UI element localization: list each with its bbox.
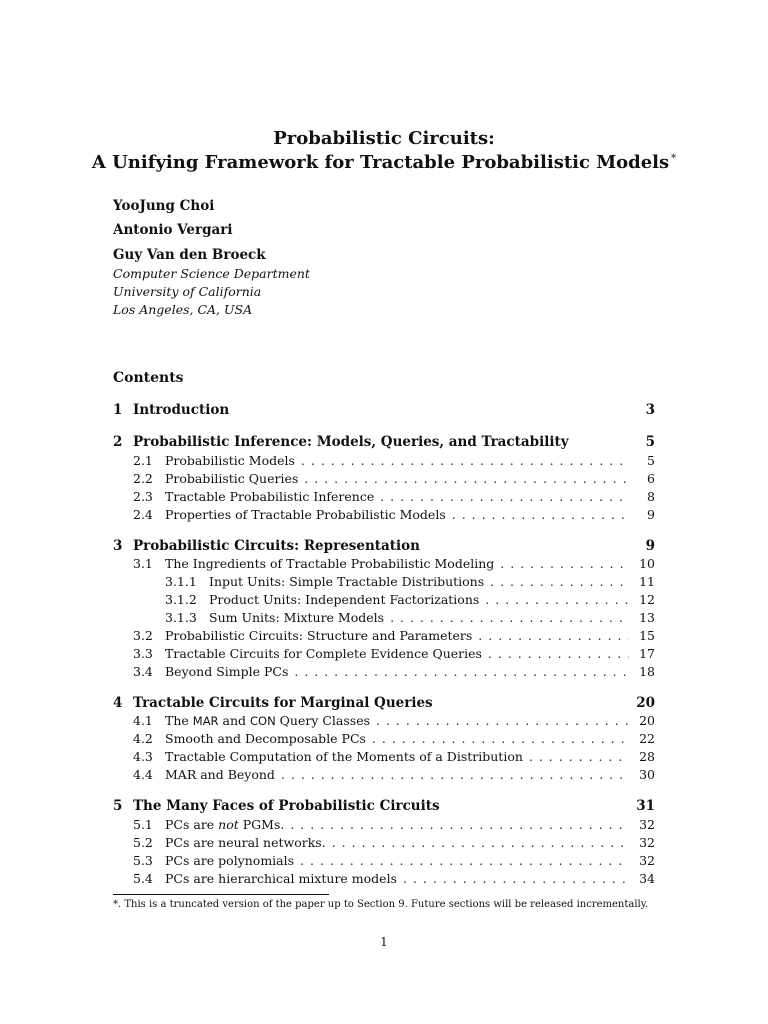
toc-num: 3.4 bbox=[133, 664, 153, 679]
toc-num: 5 bbox=[113, 798, 123, 814]
toc-leader-dots bbox=[485, 592, 629, 607]
toc-num: 4.4 bbox=[133, 767, 153, 782]
toc-page: 22 bbox=[639, 731, 655, 746]
toc-page: 18 bbox=[639, 664, 655, 679]
author-1: YooJung Choi bbox=[113, 198, 215, 214]
toc-num: 3 bbox=[113, 538, 123, 554]
toc-leader-dots bbox=[488, 646, 629, 661]
toc-title bbox=[165, 817, 284, 832]
toc-title: MAR and Beyond bbox=[165, 767, 275, 782]
toc-subsection-2-4[interactable] bbox=[113, 507, 655, 525]
toc-title: PCs are polynomials bbox=[165, 853, 295, 868]
toc-title-part: The bbox=[165, 713, 193, 728]
toc-num: 5.3 bbox=[133, 853, 153, 868]
toc-title: Beyond Simple PCs bbox=[165, 664, 289, 679]
toc-leader-dots bbox=[372, 731, 629, 746]
toc-num: 1 bbox=[113, 402, 123, 418]
toc-title: Probabilistic Circuits: Representation bbox=[133, 538, 420, 554]
toc-title-emphasis: not bbox=[218, 817, 239, 832]
toc-section-1[interactable] bbox=[113, 402, 655, 420]
toc-subsection-5-3[interactable] bbox=[113, 853, 655, 871]
toc-page: 9 bbox=[645, 538, 655, 554]
toc-title: Tractable Circuits for Marginal Queries bbox=[133, 695, 433, 711]
toc-section-3[interactable] bbox=[113, 538, 655, 556]
toc-page: 32 bbox=[639, 817, 655, 832]
toc-title: PCs are hierarchical mixture models bbox=[165, 871, 397, 886]
toc-title: Probabilistic Circuits: Structure and Parameters bbox=[165, 628, 473, 643]
toc-page: 5 bbox=[647, 453, 655, 468]
toc-page: 32 bbox=[639, 853, 655, 868]
toc-title: PCs are neural networks. bbox=[165, 835, 326, 850]
toc-page: 34 bbox=[639, 871, 655, 886]
toc-num: 3.3 bbox=[133, 646, 153, 661]
toc-title: Probabilistic Inference: Models, Queries, and Tractability bbox=[133, 434, 569, 450]
toc-leader-dots bbox=[290, 817, 629, 832]
toc-leader-dots bbox=[300, 853, 629, 868]
toc-subsection-5-4[interactable] bbox=[113, 871, 655, 889]
toc-title bbox=[165, 713, 370, 728]
toc-page: 9 bbox=[647, 507, 655, 522]
toc-leader-dots bbox=[304, 471, 629, 486]
toc-leader-dots bbox=[332, 835, 629, 850]
toc-num: 2.2 bbox=[133, 471, 153, 486]
toc-subsubsection-3-1-1[interactable] bbox=[113, 574, 655, 592]
toc-page: 3 bbox=[645, 402, 655, 418]
toc-num: 4 bbox=[113, 695, 123, 711]
con-query-class: CON bbox=[250, 714, 276, 728]
toc-title: Probabilistic Queries bbox=[165, 471, 299, 486]
footnote: *. This is a truncated version of the paper up to Section 9. Future sections will be released incrementally. bbox=[113, 899, 649, 910]
toc-leader-dots bbox=[490, 574, 629, 589]
toc-subsection-4-4[interactable] bbox=[113, 767, 655, 785]
toc-page: 31 bbox=[636, 798, 655, 814]
toc-subsection-4-3[interactable] bbox=[113, 749, 655, 767]
author-3: Guy Van den Broeck bbox=[113, 247, 266, 263]
toc-page: 28 bbox=[639, 749, 655, 764]
toc-title: Smooth and Decomposable PCs bbox=[165, 731, 366, 746]
toc-subsection-5-1[interactable] bbox=[113, 817, 655, 835]
toc-subsection-2-1[interactable] bbox=[113, 453, 655, 471]
toc-page: 12 bbox=[639, 592, 655, 607]
toc-title: Tractable Computation of the Moments of a Distribution bbox=[165, 749, 523, 764]
toc-subsection-2-3[interactable] bbox=[113, 489, 655, 507]
toc-num: 5.2 bbox=[133, 835, 153, 850]
toc-page: 8 bbox=[647, 489, 655, 504]
toc-num: 5.4 bbox=[133, 871, 153, 886]
affiliation-university: University of California bbox=[113, 284, 262, 299]
toc-num: 4.3 bbox=[133, 749, 153, 764]
toc-title: Sum Units: Mixture Models bbox=[209, 610, 385, 625]
toc-leader-dots bbox=[380, 489, 629, 504]
toc-num: 2.1 bbox=[133, 453, 153, 468]
toc-num: 3.1.1 bbox=[165, 574, 197, 589]
toc-title: Input Units: Simple Tractable Distributions bbox=[209, 574, 485, 589]
toc-num: 3.1.2 bbox=[165, 592, 197, 607]
toc-subsection-4-1[interactable] bbox=[113, 713, 655, 731]
toc-num: 2 bbox=[113, 434, 123, 450]
toc-num: 3.2 bbox=[133, 628, 153, 643]
toc-section-4[interactable] bbox=[113, 695, 655, 713]
mar-query-class: MAR bbox=[192, 714, 219, 728]
toc-subsection-5-2[interactable] bbox=[113, 835, 655, 853]
toc-page: 17 bbox=[639, 646, 655, 661]
toc-title: Tractable Probabilistic Inference bbox=[165, 489, 375, 504]
toc-leader-dots bbox=[529, 749, 629, 764]
toc-leader-dots bbox=[452, 507, 629, 522]
toc-page: 32 bbox=[639, 835, 655, 850]
toc-title-part: Query Classes bbox=[275, 713, 371, 728]
toc-title: Product Units: Independent Factorizations bbox=[209, 592, 480, 607]
toc-num: 4.1 bbox=[133, 713, 153, 728]
toc-title: The Many Faces of Probabilistic Circuits bbox=[133, 798, 440, 814]
toc-page: 5 bbox=[645, 434, 655, 450]
contents-heading: Contents bbox=[113, 370, 184, 386]
toc-section-5[interactable] bbox=[113, 798, 655, 816]
toc-num: 3.1.3 bbox=[165, 610, 197, 625]
toc-subsubsection-3-1-3[interactable] bbox=[113, 610, 655, 628]
toc-subsection-3-3[interactable] bbox=[113, 646, 655, 664]
toc-page: 15 bbox=[639, 628, 655, 643]
toc-num: 5.1 bbox=[133, 817, 153, 832]
toc-title: Tractable Circuits for Complete Evidence Queries bbox=[165, 646, 482, 661]
toc-leader-dots bbox=[403, 871, 629, 886]
author-2: Antonio Vergari bbox=[113, 222, 233, 238]
toc-num: 2.3 bbox=[133, 489, 153, 504]
toc-page: 6 bbox=[647, 471, 655, 486]
toc-title: The Ingredients of Tractable Probabilistic Modeling bbox=[165, 556, 495, 571]
toc-leader-dots bbox=[376, 713, 629, 728]
toc-page: 10 bbox=[639, 556, 655, 571]
paper-title-text: A Unifying Framework for Tractable Probabilistic Models bbox=[91, 152, 670, 173]
toc-title: Probabilistic Models bbox=[165, 453, 295, 468]
toc-leader-dots bbox=[500, 556, 629, 571]
toc-num: 4.2 bbox=[133, 731, 153, 746]
paper-title-line-1: Probabilistic Circuits: bbox=[273, 128, 495, 149]
toc-leader-dots bbox=[294, 664, 629, 679]
page-number: 1 bbox=[380, 935, 388, 949]
toc-subsection-3-4[interactable] bbox=[113, 664, 655, 682]
affiliation-department: Computer Science Department bbox=[113, 266, 310, 281]
title-footnote-marker: * bbox=[671, 153, 677, 164]
toc-section-2[interactable] bbox=[113, 434, 655, 452]
toc-leader-dots bbox=[390, 610, 629, 625]
paper-title-line-2 bbox=[0, 152, 768, 173]
toc-page: 13 bbox=[639, 610, 655, 625]
footnote-rule bbox=[113, 894, 329, 895]
toc-subsection-4-2[interactable] bbox=[113, 731, 655, 749]
toc-subsection-3-1[interactable] bbox=[113, 556, 655, 574]
toc-num: 3.1 bbox=[133, 556, 153, 571]
toc-subsubsection-3-1-2[interactable] bbox=[113, 592, 655, 610]
toc-title: Introduction bbox=[133, 402, 230, 418]
toc-leader-dots bbox=[301, 453, 629, 468]
toc-subsection-3-2[interactable] bbox=[113, 628, 655, 646]
toc-page: 30 bbox=[639, 767, 655, 782]
toc-title-part: PCs are bbox=[165, 817, 219, 832]
toc-leader-dots bbox=[281, 767, 629, 782]
toc-page: 20 bbox=[636, 695, 655, 711]
toc-title-part: PGMs. bbox=[238, 817, 285, 832]
toc-page: 20 bbox=[639, 713, 655, 728]
toc-page: 11 bbox=[639, 574, 655, 589]
toc-title: Properties of Tractable Probabilistic Models bbox=[165, 507, 446, 522]
toc-subsection-2-2[interactable] bbox=[113, 471, 655, 489]
toc-title-part: and bbox=[218, 713, 250, 728]
toc-leader-dots bbox=[478, 628, 629, 643]
affiliation-location: Los Angeles, CA, USA bbox=[113, 302, 253, 317]
toc-num: 2.4 bbox=[133, 507, 153, 522]
